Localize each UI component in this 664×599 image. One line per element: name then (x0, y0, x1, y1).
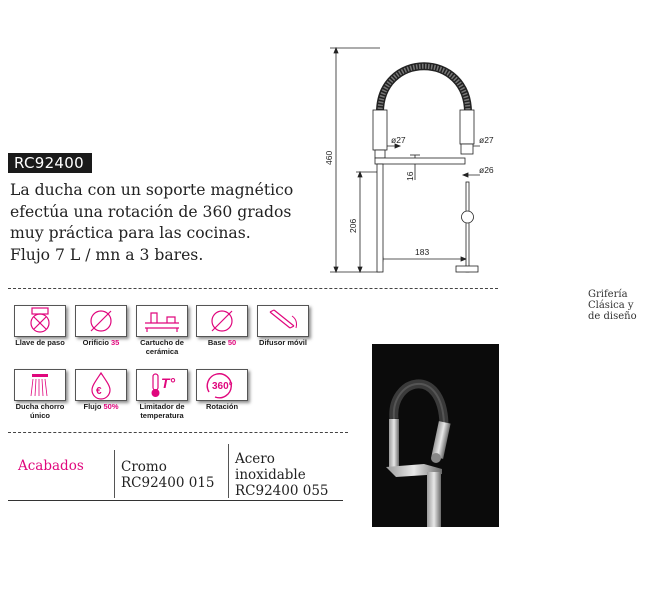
dimension-reach-label: 183 (415, 247, 430, 257)
category-label (588, 289, 658, 322)
finish-name: inoxidable (235, 467, 306, 483)
technical-drawing (320, 40, 510, 280)
section-divider (8, 288, 498, 289)
category-line: Clásica y (588, 300, 634, 311)
feature-single-spray (6, 369, 74, 420)
feature-flow (67, 369, 135, 412)
dimension-offset-label: 16 (405, 171, 415, 181)
svg-text:T°: T° (161, 375, 176, 391)
section-divider (8, 432, 348, 433)
feature-label: Flujo 50% (83, 402, 119, 411)
product-photo (372, 344, 499, 527)
description-line: La ducha con un soporte magnético (10, 181, 294, 199)
ceramic-cartridge-icon (136, 305, 188, 337)
feature-movable-diffuser (249, 305, 317, 348)
rotation-360-icon (196, 369, 248, 401)
product-code-badge: RC92400 (8, 153, 92, 173)
finish-chrome (121, 459, 215, 491)
category-line: Grifería (588, 289, 628, 300)
diameter-left-label: ø27 (391, 135, 406, 145)
feature-orifice (67, 305, 135, 348)
table-bottom-rule (8, 500, 343, 501)
feature-label: Rotación (205, 402, 239, 411)
finish-name: Acero (235, 451, 275, 467)
feature-label: Limitador de temperatura (139, 402, 185, 420)
finish-code: RC92400 055 (235, 483, 329, 499)
feature-label: Cartucho de cerámica (140, 338, 184, 356)
feature-label: Base 50 (207, 338, 237, 347)
feature-shutoff-valve (6, 305, 74, 348)
temperature-limiter-icon (136, 369, 188, 401)
product-description (10, 180, 310, 266)
feature-label: Ducha chorro único (15, 402, 65, 420)
dimension-lower-label: 206 (348, 218, 358, 233)
finish-stainless (235, 451, 329, 499)
feature-label: Difusor móvil (259, 338, 307, 347)
base-icon (196, 305, 248, 337)
feature-ceramic-cartridge (128, 305, 196, 356)
orifice-icon (75, 305, 127, 337)
diameter-spout-label: ø26 (479, 165, 494, 175)
svg-text:€: € (96, 386, 102, 397)
finishes-title: Acabados (18, 458, 84, 474)
feature-label: Llave de paso (15, 338, 65, 347)
finish-code: RC92400 015 (121, 475, 215, 491)
feature-label: Orificio 35 (82, 338, 120, 347)
single-spray-icon (14, 369, 66, 401)
column-divider (114, 450, 115, 498)
faucet-outline (373, 66, 478, 272)
feature-base (188, 305, 256, 348)
flow-euro-icon (75, 369, 127, 401)
description-line: efectúa una rotación de 360 grados (10, 202, 292, 221)
category-line: de diseño (588, 311, 637, 322)
feature-rotation (188, 369, 256, 412)
svg-text:360°: 360° (212, 381, 233, 392)
feature-temperature-limiter (128, 369, 196, 420)
diameter-right-label: ø27 (479, 135, 494, 145)
shutoff-valve-icon (14, 305, 66, 337)
column-divider (228, 444, 229, 498)
description-line: muy práctica para las cocinas. (10, 224, 251, 242)
movable-diffuser-icon (257, 305, 309, 337)
finish-name: Cromo (121, 459, 167, 475)
dimension-total-label: 460 (324, 150, 334, 165)
description-line: Flujo 7 L / mn a 3 bares. (10, 245, 204, 264)
